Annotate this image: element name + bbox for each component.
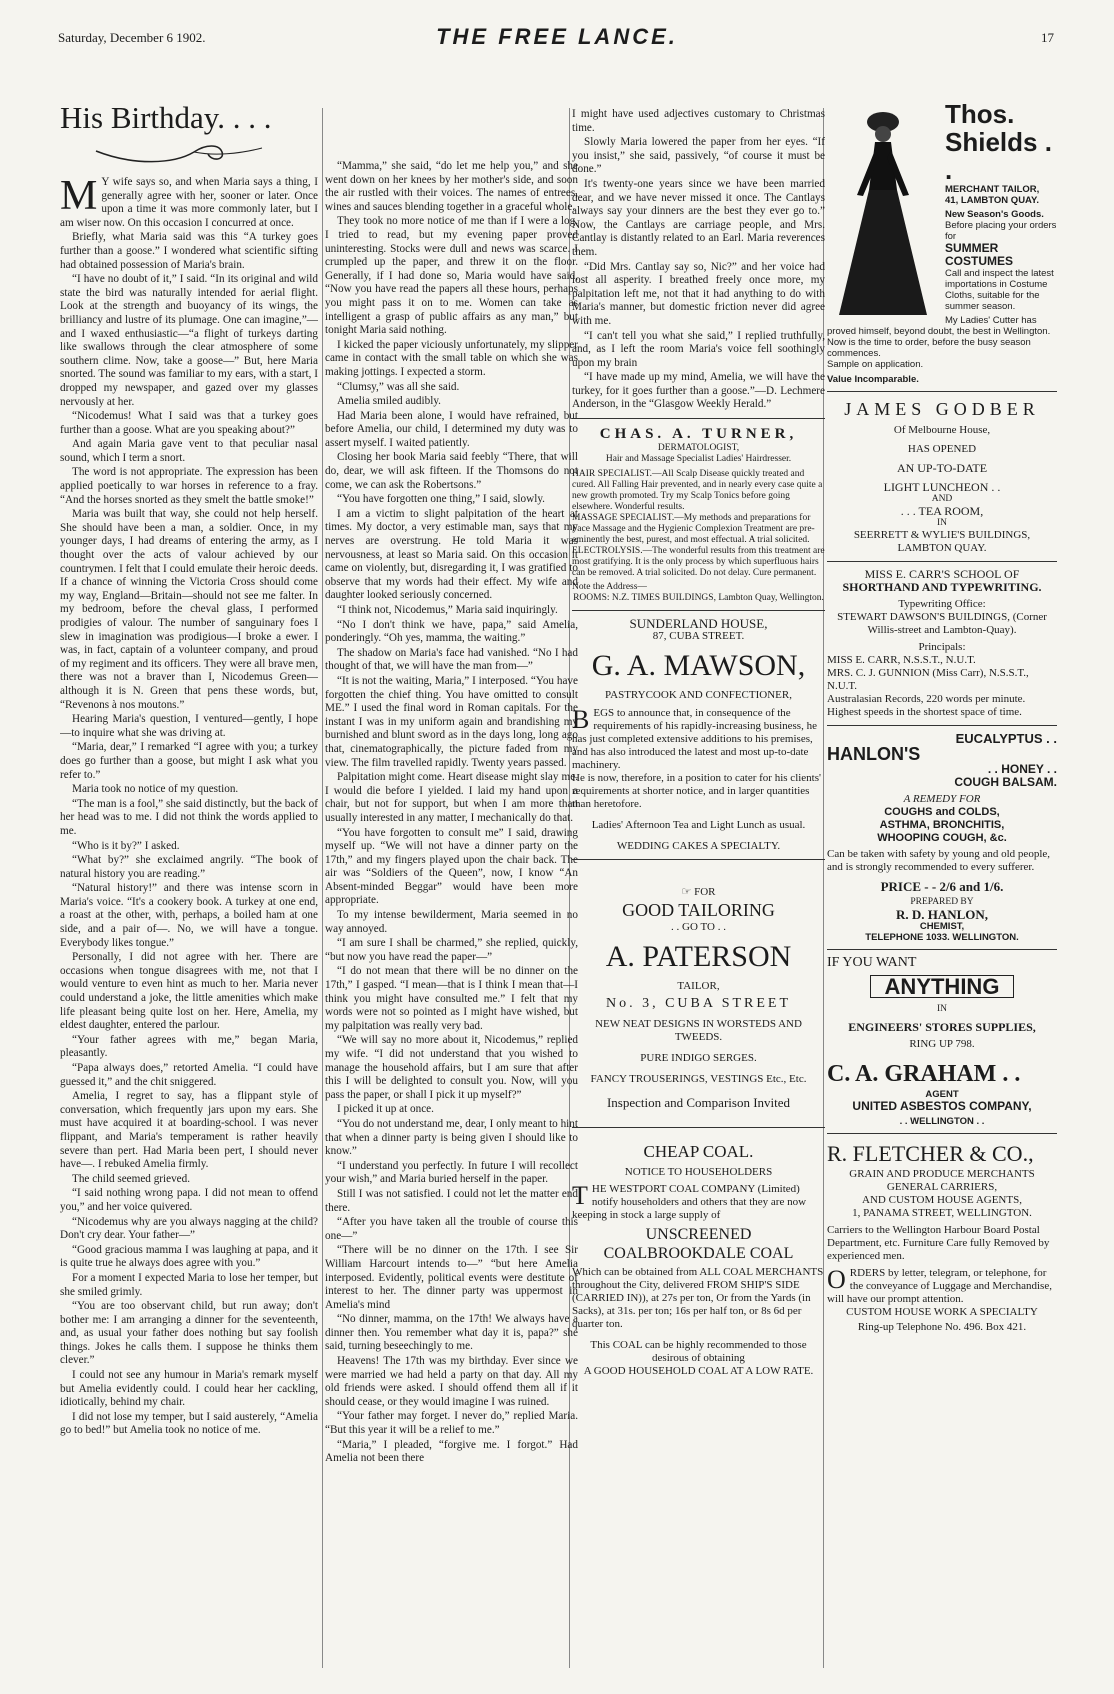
ad-body: HE WESTPORT COAL COMPANY (Limited) notify householders and others that they are now keeping in stock a large supply of [572,1183,807,1222]
paragraph: “Maria,” I pleaded, “forgive me. I forgot.” Had Amelia not been there [325,1438,578,1465]
ad-tail: A GOOD HOUSEHOLD COAL AT A LOW RATE. [583,1365,814,1378]
ad-line: WEDDING CAKES A SPECIALTY. [616,840,781,853]
ad-line: Australasian Records, 220 words per minute. Highest speeds in the shortest space of time. [827,693,1026,718]
ad-line: . . HONEY . . [987,762,1057,776]
ad-line: 1, PANAMA STREET, WELLINGTON. [852,1207,1032,1219]
paragraph: “After you have taken all the trouble of course this one—” [325,1216,578,1242]
paragraph: They took no more notice of me than if I were a log. I tried to read, but my evening paper proved uninteresting. Stocks were dull and news was scarce. I crumpled up the paper, and threw it on the floor. Generally, if I had done so, Maria would have said, “Now you have read the papers all these hours, perhaps you might pass it on to me. Women can take as intelligent a grasp of public affairs as any man,” but tonight Maria said nothing. [325,215,578,337]
ad-name: C. A. GRAHAM . . [827,1061,1021,1087]
paragraph: Y wife says so, and when Maria says a thing, I generally agree with her, sooner or later. Once upon a time it was more commonly later, but I am wiser now. On this occasion I concurred at once. [60,176,318,229]
ad-line: My Ladies' Cutter has proved himself, beyond doubt, the best in Wellington. [827,315,1051,337]
paragraph: “I understand you perfectly. In future I will recollect your wish,” and Maria buried herself in the paper. [325,1159,578,1186]
ad-turner [572,425,825,604]
divider [827,561,1057,562]
ad-graham [827,956,1057,1127]
ornament-icon [94,138,264,164]
ad-name: A. PATERSON [605,940,792,974]
paragraph: “I do not mean that there will be no dinner on the 17th,” I gasped. “I mean—that is I think I mean that—I think you might have consulted me.” I felt that my words were not so pointed as I might have wished, but my palpitation was really very bad. [325,965,578,1032]
ad-body: Which can be obtained from ALL COAL MERCHANTS throughout the City, delivered FROM SHIP'S SIDE (CARRIED IN)), at 27s per ton, Or from the Yards (in Sacks), at 31s. per ton; 16s per half ton, or 8s 6d per quarter ton. [572,1266,824,1331]
ad-line: PURE INDIGO SERGES. [640,1052,757,1065]
paragraph: The word is not appropriate. The expression has been applied poetically to war horses in reference to a fray. “And the horses snorted as they smelt the battle smoke!” [60,466,318,506]
ad-line: UNITED ASBESTOS COMPANY, [852,1099,1032,1113]
drop-cap: B [572,705,590,735]
paragraph: Had Maria been alone, I would have refrained, but before Amelia, our child, I determined my duty was to assert myself. I waited patiently. [325,409,578,449]
ad-name: Thos. Shields . . [945,100,1052,185]
article-body-1 [60,173,318,1438]
ad-body: RDERS by letter, telegram, or telephone, for the conveyance of Luggage and Merchandise, will have our prompt attention. [827,1267,1052,1305]
ad-line: PREPARED BY [910,897,974,907]
paragraph: “Nicodemus! What I said was that a turkey goes further than a goose. What are you speaking about?” [60,410,318,436]
ad-line: New Season's Goods. [945,209,1044,220]
ad-line: IN [936,518,948,528]
ad-line: Ladies' Afternoon Tea and Light Lunch as usual. [591,819,806,832]
paragraph: I kicked the paper viciously unfortunately, my slipper came in contact with the small table on which she was making jottings. I expected a storm. [325,338,578,378]
ad-line: SEERRETT & WYLIE'S BUILDINGS, [853,529,1031,541]
article-title: His Birthday. . . . [60,100,272,135]
divider [572,610,825,611]
ad-line: Inspection and Comparison Invited [606,1095,791,1111]
paragraph: The child seemed grieved. [72,1172,191,1185]
ad-heading: MISS E. CARR'S SCHOOL OF [864,567,1020,581]
ad-mawson [572,617,825,853]
ad-line: AN UP-TO-DATE [896,461,988,475]
ad-line: EUCALYPTUS . . [955,731,1057,746]
ad-line: CUSTOM HOUSE WORK A SPECIALTY [846,1306,1038,1318]
ad-address-label: Note the Address— [572,582,647,593]
paragraph: “Did Mrs. Cantlay say so, Nic?” and her voice had lost all asperity. I breathed freely once more, my palpitation left me, not that it had anything to do with Maria's manner, but domestic friction never did agree with me. [572,260,825,327]
ad-line: Before placing your orders for [945,220,1057,242]
ad-godber [827,398,1057,555]
paragraph: I might have used adjectives customary to Christmas time. [572,108,825,134]
ad-line: FANCY TROUSERINGS, VESTINGS Etc., Etc. [590,1073,807,1086]
ad-paragraph: MASSAGE SPECIALIST.—My methods and preparations for Face Massage and the Hygienic Complexion Treatment are pre-eminently the best, purest, and most effectual. A trial solicited. [572,513,815,546]
ad-subtitle: DERMATOLOGIST, [657,443,740,454]
drop-cap: T [572,1181,588,1211]
ad-address: ROOMS: N.Z. TIMES BUILDINGS, Lambton Quay, Wellington. [573,593,824,604]
divider [572,418,825,419]
paragraph: I am a victim to slight palpitation of the heart at times. My doctor, a very estimable man, says that my nerves are overstrung. He told Maria it was nervousness, at least so Maria said. On this occasion it came on violently, but, disregarding it, I was gratified to observe that my words had their effect. My wife and daughter looked seriously concerned. [325,507,578,602]
ad-line: GRAIN AND PRODUCE MERCHANTS [849,1168,1035,1180]
ad-name: G. A. MAWSON, [591,649,806,683]
ad-trade: PASTRYCOOK AND CONFECTIONER, [605,689,792,702]
column-divider [322,108,323,1668]
paragraph: “The man is a fool,” she said distinctly, but the back of her head was to me. I did not think the words applied to me. [60,797,318,837]
paragraph: Personally, I did not agree with her. There are occasions when tongue disagrees with me, not that I would venture to even hint as much to her. Maria never could understand a joke, the little amenities which make life pleasant being quite lost on her. Here, Amelia, my eldest daughter, entered the parlour. [60,951,318,1032]
ad-address: 41, LAMBTON QUAY. [945,195,1039,206]
paragraph: “I have no doubt of it,” I said. “In its original and wild state the bird was naturally intended for aerial flight. Look at the strength and buoyancy of its wings, the brilliancy and lustre of its plumage. One can imagine,”—and I waxed enthusiastic—“a flight of turkeys darting like swallows through the clear atmosphere of some southern clime. Now, take a goose—” But, here Maria snorted. The sound was familiar to my ears, with a start, I dropped my newspaper, and gazed over my glasses nervously at her. [60,273,318,408]
paragraph: “Clumsy,” was all she said. [337,380,460,393]
ad-body: Can be taken with safety by young and old people, and is strongly recommended to every sufferer. [827,848,1051,873]
column-3 [572,108,825,1378]
ad-heading: UNSCREENED [645,1226,752,1244]
divider [827,391,1057,392]
paragraph: And again Maria gave vent to that peculiar nasal sound, which I term a snort. [60,438,318,464]
ad-line: COUGH BALSAM. [954,775,1057,789]
paragraph: I picked it up at once. [337,1103,434,1116]
ad-hanlon [827,732,1057,943]
article-column-2 [325,160,578,1467]
ad-paterson [572,886,825,1109]
ad-shields [827,100,1057,385]
divider [827,725,1057,726]
masthead: THE FREE LANCE. [436,24,678,49]
paragraph: “I have made up my mind, Amelia, we will have the turkey, for it goes further than a goose.”—D. Lechmere Anderson, in the “Glasgow Weekly Herald.” [572,371,825,411]
ad-line: MRS. C. J. GUNNION (Miss Carr), N.S.S.T., N.U.T. [827,667,1029,692]
paragraph: “It is not the waiting, Maria,” I interposed. “You have forgotten the chief thing. You have omitted to consult ME.” I used the final word in Roman capitals. For the instant I was in my uniform again and brandishing my burnished and blunt sword as in the days long, long ago that, cinematographically, the picture faded from my view. The film travelled rapidly. Twenty years passed. [325,674,578,769]
paragraph: “I think not, Nicodemus,” Maria said inquiringly. [337,604,558,616]
paragraph: Still I was not satisfied. I could not let the matter end there. [325,1187,578,1214]
ad-name: JAMES GODBER [844,399,1040,419]
paragraph: Maria took no notice of my question. [72,783,239,796]
ad-box: ANYTHING [870,975,1015,998]
paragraph: It's twenty-one years since we have been married dear, and we have never missed it once. The Cantlays always say your dinners are the best they ever go to.” Now, the Cantlays are carriage people, and Mrs. Cantlay is distantly related to an Earl. Maria reverences them. [572,177,825,258]
ad-carr [827,568,1057,719]
ad-trade: MERCHANT TAILOR, [945,184,1040,195]
paragraph: I could not see any humour in Maria's remark myself but Amelia evidently could. I could hear her cackling, idiotically, behind my chair. [60,1369,318,1409]
paragraph: “No I don't think we have, papa,” said Amelia, ponderingly. “Oh yes, mamma, the waiting.” [325,618,578,645]
paragraph: “Papa always does,” retorted Amelia. “I could have guessed it,” and the chit sniggered. [60,1062,318,1088]
ad-paragraph: HAIR SPECIALIST.—All Scalp Disease quickly treated and cured. All Falling Hair prevented, and in nearly every case quite a new growth promoted. Try my Scalp Tonics before going elsewhere. Wonderful results. [572,469,823,513]
ad-line: STEWART DAWSON'S BUILDINGS, (Corner Willis-street and Lambton-Quay). [837,611,1047,636]
ad-heading: GOOD TAILORING [622,900,775,921]
ad-street: 87, CUBA STREET. [652,630,745,643]
ad-line: . . WELLINGTON . . [899,1116,985,1127]
ad-title: SHORTHAND AND TYPEWRITING. [842,580,1042,594]
ad-line: Of Melbourne House, [893,424,991,436]
paragraph: “You are too observant child, but run away; don't bother me: I am arranging a dinner for the seventeenth, and, as usual your father does nothing but say foolish things. Jokes he calls them. I suppose he thinks them clever.” [60,1300,318,1367]
ad-line: CHEMIST, [919,921,965,932]
ad-line: Value Incomparable. [827,374,919,385]
ad-line: SUMMER COSTUMES [945,241,1014,268]
ad-coal [572,1142,825,1378]
paragraph: Closing her book Maria said feebly “There, that will do, dear, we will ask fifteen. If the Thomsons do not come, we can ask the Robertsons.” [325,451,578,491]
ad-fletcher [827,1140,1057,1334]
paragraph: To my intense bewilderment, Maria seemed in no way annoyed. [325,909,578,935]
column-4 [827,100,1057,1334]
paragraph: The shadow on Maria's face had vanished. “No I had thought of that, we will have the man from—” [325,646,578,673]
ad-trade: TAILOR, [677,980,720,993]
paragraph: “We will say no more about it, Nicodemus,” replied my wife. “I did not understand that you wished to manage the household affairs, but I am sure that after this I will be delighted to consult you. Now, will you pass the paper, or shall I pick it up myself?” [325,1034,578,1101]
ad-name: HANLON'S [827,744,921,764]
ad-line: AGENT [925,1089,959,1100]
paragraph: Hearing Maria's question, I ventured—gently, I hope—to inquire what she was driving at. [60,713,318,739]
ad-name: R. FLETCHER & CO., [827,1141,1034,1166]
ad-line: IF YOU WANT [827,955,917,970]
article-column-1 [60,100,318,1439]
ad-body: EGS to announce that, in consequence of the requirements of his rapidly-increasing business, he has just completed extensive additions to his premises, and has also introduced the latest and most up-to-date machinery. [572,707,817,772]
ad-tagline: Hair and Massage Specialist Ladies' Hairdresser. [605,454,792,465]
ad-line: NEW NEAT DESIGNS IN WORSTEDS AND TWEEDS. [595,1018,802,1044]
paragraph: For a moment I expected Maria to lose her temper, but she smiled grimly. [60,1271,318,1298]
ad-line: Typewriting Office: [898,598,986,610]
paragraph: “You have forgotten one thing,” I said, slowly. [337,493,545,506]
lady-figure-icon [827,100,939,320]
divider [572,859,825,860]
ad-paragraph: ELECTROLYSIS.—The wonderful results from this treatment are most gratifying. It is the only process by which superfluous hairs can be removed. A trial solicited. Do not delay. Cure permanent. [572,546,825,579]
paragraph: “I said nothing wrong papa. I did not mean to offend you,” and her voice quivered. [60,1187,318,1213]
paragraph: “Your father agrees with me,” began Maria, pleasantly. [60,1033,318,1060]
divider [827,949,1057,950]
paragraph: Briefly, what Maria said was this “A turkey goes further than a goose.” I wondered what scientific sifting had obtained possession of Maria's brain. [60,231,318,271]
paragraph: Slowly Maria lowered the paper from her eyes. “If you insist,” she said, passively, “of course it must be done.” [572,136,825,176]
drop-cap: M [60,173,98,219]
ad-line: A REMEDY FOR [903,793,981,805]
paragraph: “Natural history!” and there was intense scorn in Maria's voice. “It's a cookery book. A turkey at one end, a roast at the other, with, perhaps, a boiled ham at one side, and a pair of—. No, we will have a tongue. Everybody likes tongue.” [60,882,318,949]
paragraph: Amelia, I regret to say, has a flippant style of conversation, which frequently jars upon my ears. She must have acquired it at boarding-school. I was never flippant, and Maria's temperament is rather heavily severe than pert. Had Maria been pert, I should never have—. I rebuked Amelia firmly. [60,1090,318,1171]
ad-line: Ring-up Telephone No. 496. Box 421. [857,1321,1027,1333]
paragraph: “Maria, dear,” I remarked “I agree with you; a turkey does go further than a goose, but might I ask what you refer to.” [60,741,318,781]
paragraph: Maria was built that way, she could not help herself. She should have been a man, a soldier. Once, in my younger days, I had dreams of entering the army, as I thought over the acts of valour achieved by our countrymen. I felt that I could emulate their heroic deeds. If a chance of winning the Victoria Cross should come my way, England—Britain—should not see me falter. In my bedroom, before the cheval glass, I performed prodigies of valour. The number of sanguinary foes I slew in imagination was prodigious—I broke a ewer. I was, in fact, captain of a volunteer company, and proud of my regiment and its officers. They were all brave men, there was not a braver than I, Nicodemus Green—although it is N. Green that pens these words, but, “Revenons à nos moutons.” [60,508,318,711]
ad-line: COUGHS and COLDS, [884,806,1000,818]
drop-cap: O [827,1265,846,1294]
ad-body: Carriers to the Wellington Harbour Board Postal Department, etc. Furniture Care fully Removed by experienced men. [827,1224,1050,1262]
paragraph: Amelia smiled audibly. [337,395,441,408]
ad-heading: COALBROOKDALE COAL [603,1245,794,1263]
paragraph: Heavens! The 17th was my birthday. Ever since we were married we had held a party on that day. All my old friends were asked. I should offend them all if it should cease, or they would imagine I was ruined. [325,1355,578,1408]
paragraph: Palpitation might come. Heart disease might slay me. I would die before I yielded. I laid my hand upon a chair, but not for support, but when I am more than usually interested in any matter, I mechanically do that. [325,771,578,824]
paragraph: “Your father may forget. I never do,” replied Maria. “But this year it will be a relief to me.” [325,1410,578,1437]
ad-maker: R. D. HANLON, [895,907,989,922]
paragraph: “Nicodemus why are you always nagging at the child? Don't cry dear. Your father—” [60,1215,318,1242]
ad-goto: . . GO TO . . [671,921,726,934]
paragraph: “There will be no dinner on the 17th. I see Sir William Harcourt intends to—” “but here Amelia interposed. Evidently, political events were destitute of interest to her. The dinner party was uppermost in Amelia's mind [325,1244,578,1311]
page-number: 17 [1041,30,1054,45]
ad-line: AND CUSTOM HOUSE AGENTS, [862,1194,1022,1206]
ad-body: He is now, therefore, in a position to cater for his clients' requirements at shorter notice, and in larger quantities than heretofore. [572,772,822,811]
ad-notice: NOTICE TO HOUSEHOLDERS [624,1166,773,1179]
ad-line: LIGHT LUNCHEON . . [883,480,1001,494]
ad-line: Sample on application. [827,359,924,370]
ad-body: This COAL can be highly recommended to those desirous of obtaining [590,1339,807,1365]
paragraph: “What by?” she exclaimed angrily. “The book of natural history you are reading.” [60,854,318,880]
ad-line: . . . TEA ROOM, [900,504,984,518]
ad-line: Call and inspect the latest importations in Costume Cloths, suitable for the summer season. [945,268,1054,312]
paragraph: “Good gracious mamma I was laughing at papa, and it is quite true he always does agree with you.” [60,1243,318,1270]
ad-line: ASTHMA, BRONCHITIS, [879,819,1005,831]
ad-price: PRICE - - 2/6 and 1/6. [880,879,1004,894]
ad-line: ENGINEERS' STORES SUPPLIES, [848,1020,1036,1034]
paragraph: “You do not understand me, dear, I only meant to hint that when a dinner party is being given I should like to know.” [325,1117,578,1158]
issue-date: Saturday, December 6 1902. [58,30,206,45]
page-header [0,0,1114,108]
paragraph: “I am sure I shall be charmed,” she replied, quickly, “but now you have read the paper—” [325,937,578,963]
paragraph: “No dinner, mamma, on the 17th! We always have a dinner then. You remember what day it is, papa?” she said, turning beseechingly to me. [325,1313,578,1353]
ad-line: HAS OPENED [907,443,977,455]
paragraph: “Who is it by?” I asked. [72,839,180,852]
ad-address: No. 3, CUBA STREET [605,996,792,1012]
ad-line: RING UP 798. [909,1038,975,1050]
ad-line: MISS E. CARR, N.S.S.T., N.U.T. [827,654,976,666]
ad-line: Principals: [918,641,966,653]
ad-line: Now is the time to order, before the busy season commences. [827,337,1031,359]
ad-line: LAMBTON QUAY. [897,542,987,554]
ad-line: TELEPHONE 1033. WELLINGTON. [865,932,1019,943]
ad-line: AND [931,494,953,504]
ad-pointer: ☞ FOR [681,886,716,899]
ad-title: CHEAP COAL. [643,1142,754,1162]
paragraph: I did not lose my temper, but I said austerely, “Amelia go to bed!” but Amelia took no notice of me. [60,1410,318,1437]
ad-line: IN [936,1004,948,1014]
paragraph: “Mamma,” she said, “do let me help you,” and she went down on her knees by her mother's side, and soon the air rustled with their voices. The names of entrees, wines and sauces blending together in a graceful whole. [325,160,578,213]
divider [827,1133,1057,1134]
ad-house: SUNDERLAND HOUSE, [629,616,768,632]
paragraph: “I can't tell you what she said,” I replied truthfully, and, as I left the room Maria's voice fell soothingly upon my brain [572,329,825,369]
ad-line: WHOOPING COUGH, &c. [877,832,1007,844]
ad-line: GENERAL CARRIERS, [886,1181,998,1193]
divider [572,1127,825,1128]
ad-name: CHAS. A. TURNER, [599,426,798,443]
paragraph: “You have forgotten to consult me” I said, drawing myself up. “We will not have a dinner party on the 17th,” and my fingers played upon the chair back. The air was “Soldiers of the Queen”, now, I know “An Absent-minded Beggar” would have been more appropriate. [325,826,578,907]
